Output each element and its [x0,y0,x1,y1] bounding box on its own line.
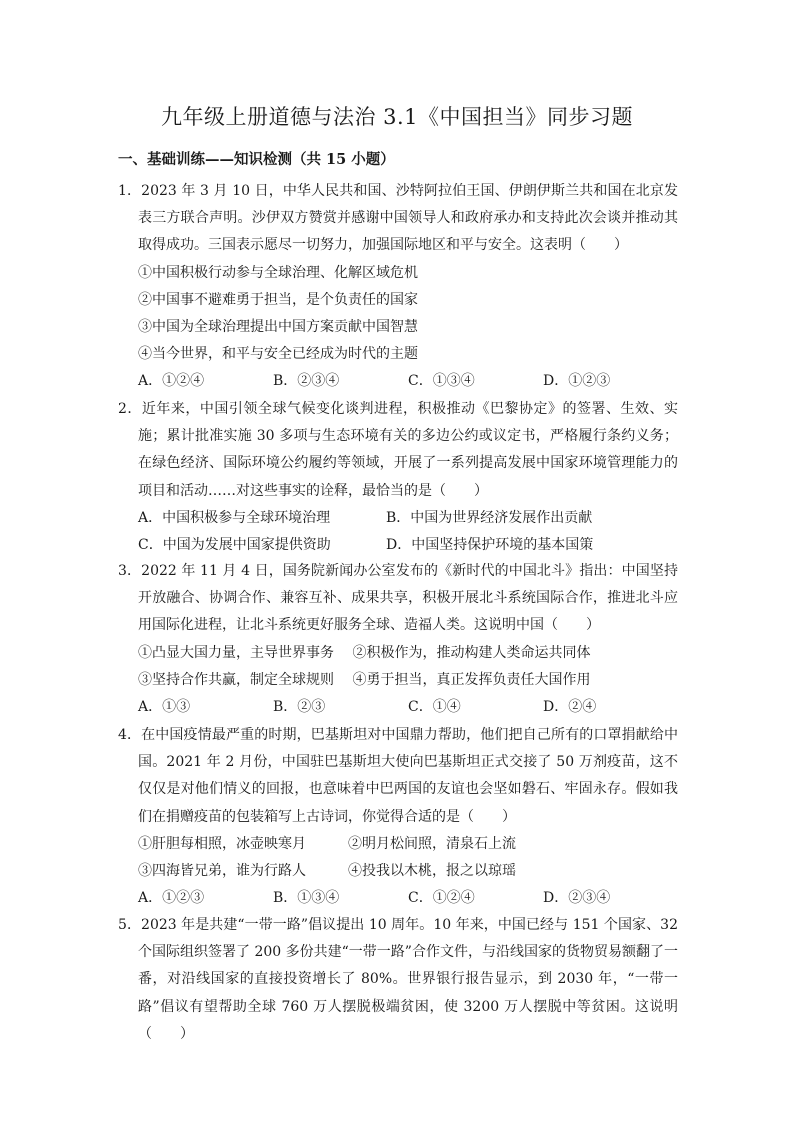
choice-b[interactable]: B．①③④ [273,890,340,907]
section-heading: 一、基础训练——知识检测（共 15 小题） [118,151,395,168]
question-number: 2． [118,401,142,417]
choice-a[interactable]: A．①③ [138,699,191,716]
question-number: 3． [118,563,142,579]
choice-a[interactable]: A．①②③ [138,890,205,907]
choice-c[interactable]: C．中国为发展中国家提供资助 [138,537,331,554]
question-stem [118,558,678,640]
question-number: 4． [118,727,142,743]
statement-row: ③四海皆兄弟，谁为行路人 ④投我以木桃，报之以琼瑶 [138,863,516,880]
statement-row: ③坚持合作共赢，制定全球规则 ④勇于担当，真正发挥负责任大国作用 [138,671,591,688]
choice-c[interactable]: C．①③④ [408,373,475,390]
question-stem [118,178,678,260]
statement-row: ①凸显大国力量，主导世界事务 ②积极作为，推动构建人类命运共同体 [138,644,591,661]
statement: ④当今世界，和平与安全已经成为时代的主题 [138,346,418,363]
question-5 [118,912,678,1048]
question-3 [118,558,678,721]
question-text: 2023 年是共建“一带一路”倡议提出 10 周年。10 年来，中国已经与 151 个国家、32 个国际组织签署了 200 多份共建“一带一路”合作文件，与沿线国家的货物贸易额翻了一番，对沿线国家的直接投资增长了 80%。世界银行报告显示，到 2030 年，“一带一路”倡议有望帮助全球 760 万人摆脱极端贫困，使 3200 万人摆脱中等贫困。这说明（ ） [138,917,678,1042]
statement-row: ①肝胆每相照，冰壶映寒月 ②明月松间照，清泉石上流 [138,835,516,852]
question-number: 5． [118,917,142,933]
answer-choices [118,885,678,912]
statement: ③中国为全球治理提出中国方案贡献中国智慧 [138,319,418,336]
document-title: 九年级上册道德与法治 3.1《中国担当》同步习题 [160,105,634,129]
question-text: 近年来，中国引领全球气候变化谈判进程，积极推动《巴黎协定》的签署、生效、实施；累计批准实施 30 多项与生态环境有关的多边公约或议定书，严格履行条约义务；在绿色经济、国际环境公约履约等领域，开展了一系列提高发展中国家环境管理能力的项目和活动……对这些事实的诠释，最恰当的是（ ） [138,401,678,499]
choice-d[interactable]: D．中国坚持保护环境的基本国策 [386,537,594,554]
choice-a[interactable]: A．①②④ [138,373,205,390]
answer-choices [118,694,678,721]
choice-d[interactable]: D．①②③ [543,373,611,390]
question-text: 在中国疫情最严重的时期，巴基斯坦对中国鼎力帮助，他们把自己所有的口罩捐献给中国。2021 年 2 月份，中国驻巴基斯坦大使向巴基斯坦正式交接了 50 万剂疫苗，这不仅仅是对他们情义的回报，也意味着中巴两国的友谊也会坚如磐石、牢固永存。假如我们在捐赠疫苗的包装箱写上古诗词，你觉得合适的是（ ） [138,727,678,825]
question-4 [118,722,678,912]
choice-b[interactable]: B．中国为世界经济发展作出贡献 [386,509,593,526]
choice-c[interactable]: C．①②④ [408,890,475,907]
statement: ①中国积极行动参与全球治理、化解区域危机 [138,264,418,281]
statement: ②中国事不避难勇于担当，是个负责任的国家 [138,291,418,308]
question-stem [118,912,678,1048]
question-2 [118,396,678,559]
choice-c[interactable]: C．①④ [408,699,461,716]
question-text: 2022 年 11 月 4 日，国务院新闻办公室发布的《新时代的中国北斗》指出：中国坚持开放融合、协调合作、兼容互补、成果共享，积极开展北斗系统国际合作，推进北斗应用国际化进程，让北斗系统更好服务全球、造福人类。这说明中国（ ） [138,563,678,634]
question-stem [118,396,678,505]
question-stem [118,722,678,831]
choice-b[interactable]: B．②③ [273,699,326,716]
answer-choices [118,368,678,395]
choice-d[interactable]: D．②④ [543,699,597,716]
choice-b[interactable]: B．②③④ [273,373,340,390]
answer-choices [118,505,678,559]
choice-d[interactable]: D．②③④ [543,890,611,907]
question-text: 2023 年 3 月 10 日，中华人民共和国、沙特阿拉伯王国、伊朗伊斯兰共和国在北京发表三方联合声明。沙伊双方赞赏并感谢中国领导人和政府承办和支持此次会谈并推动其取得成功。三国表示愿尽一切努力，加强国际地区和平与安全。这表明（ ） [138,183,678,254]
choice-a[interactable]: A．中国积极参与全球环境治理 [138,509,331,526]
question-1 [118,178,678,396]
question-number: 1． [118,183,142,199]
